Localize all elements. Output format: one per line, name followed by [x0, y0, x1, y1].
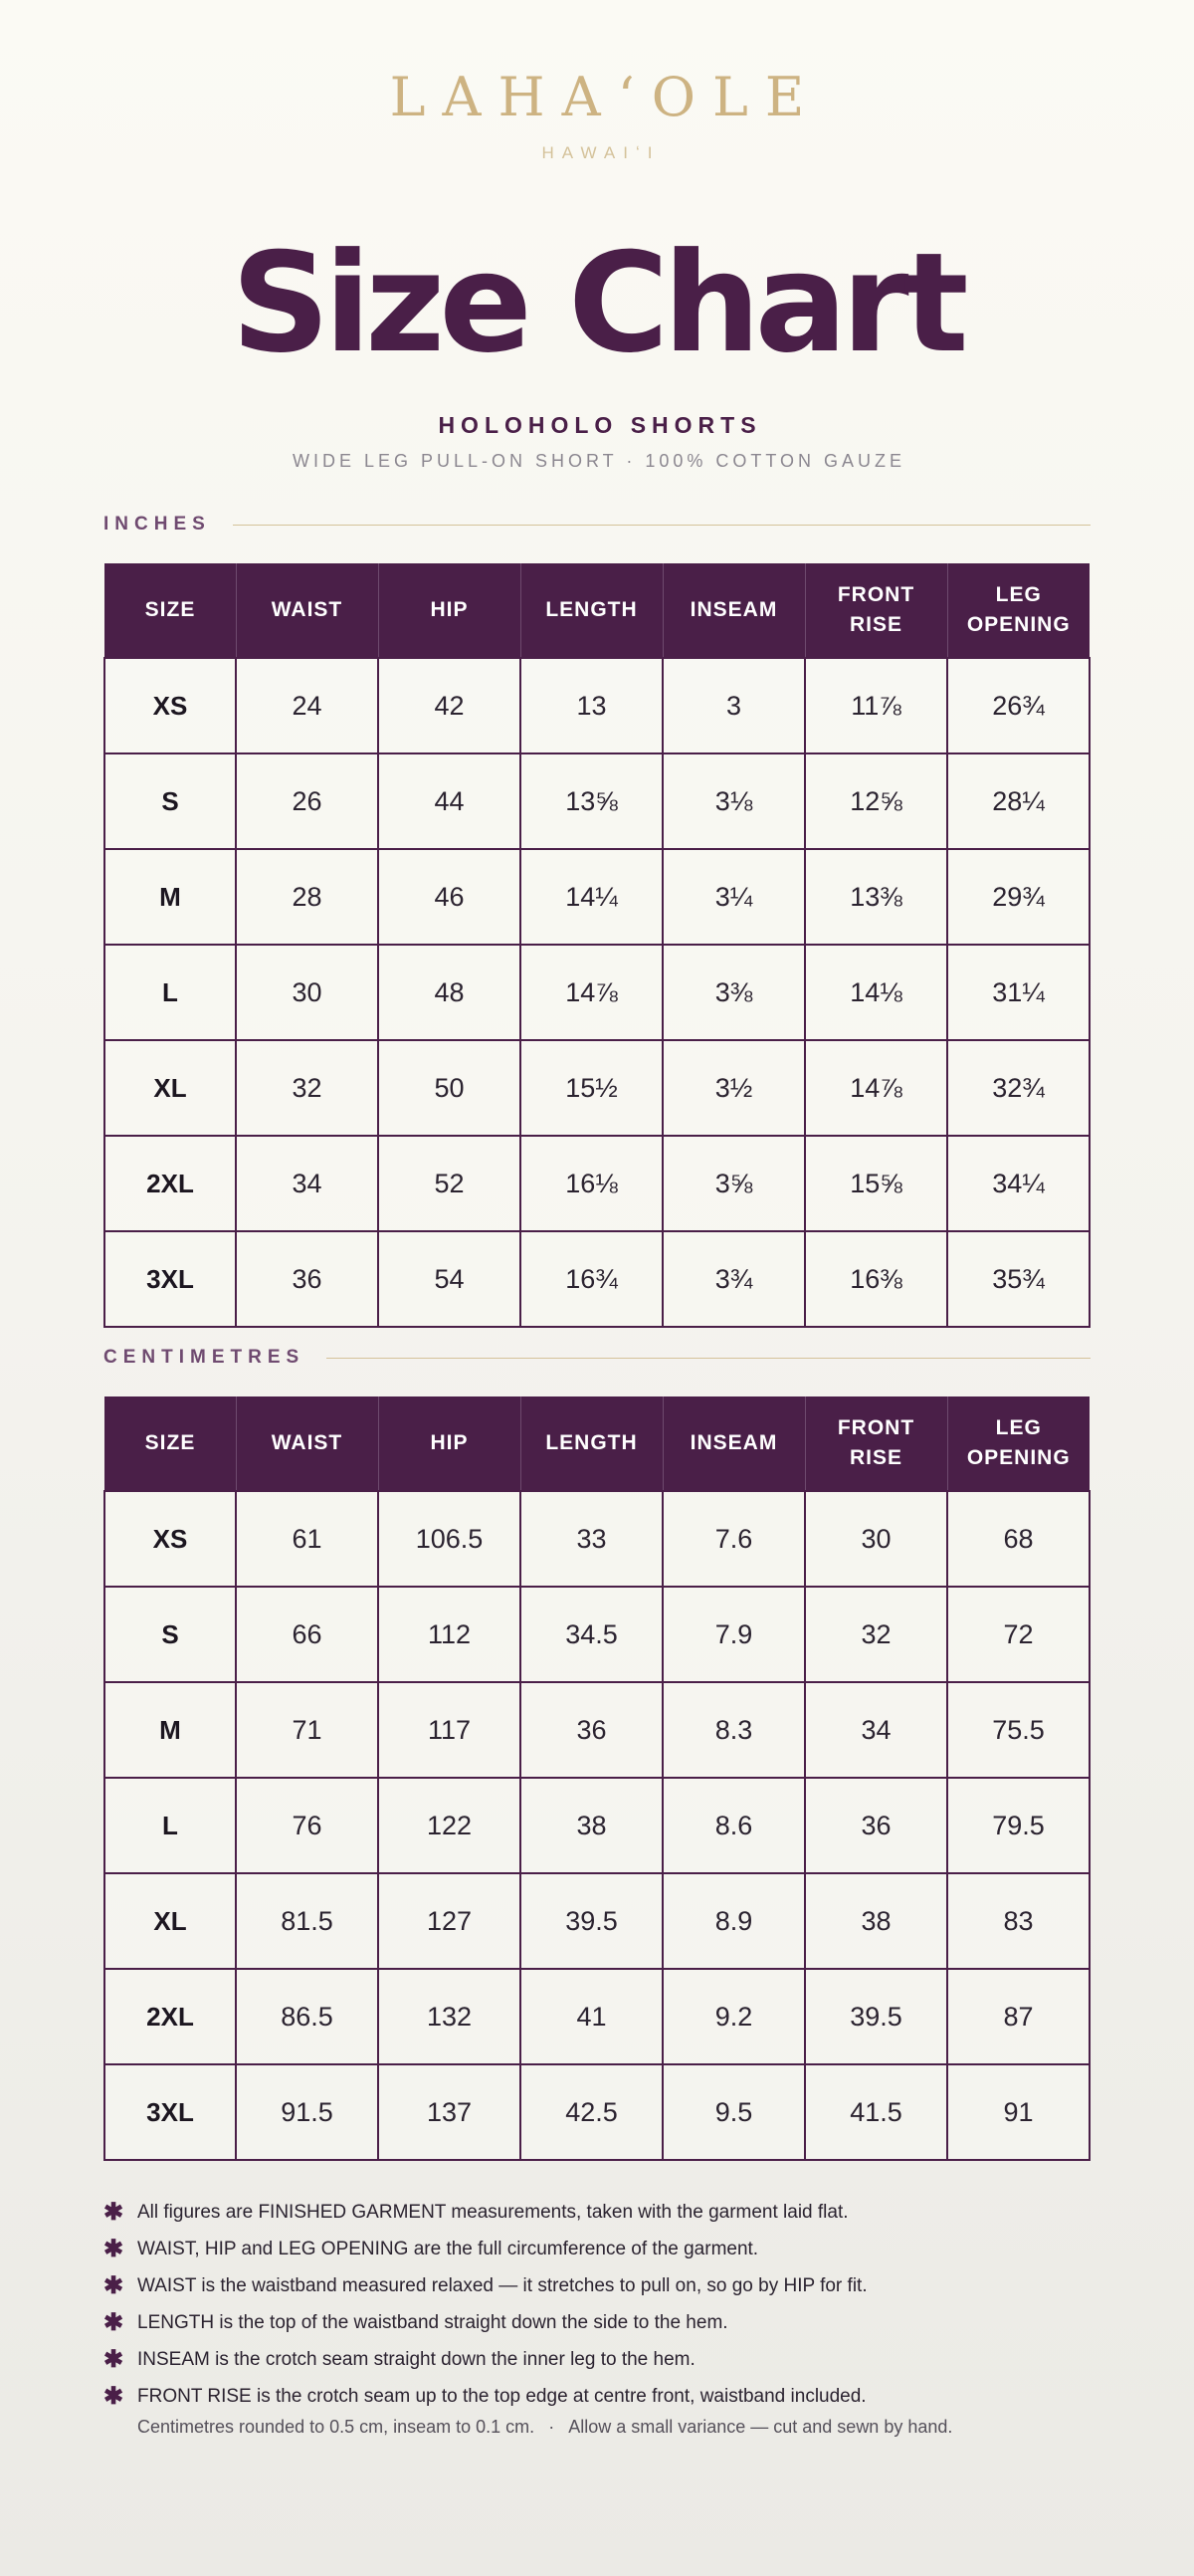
section-divider [326, 1358, 1091, 1359]
header-size: SIZE [104, 1396, 236, 1491]
cell-leg-opening: 29¾ [947, 849, 1090, 945]
cell-hip: 117 [378, 1682, 520, 1778]
table-header-row [104, 563, 1090, 658]
cell-hip: 50 [378, 1040, 520, 1136]
cell-front-rise: 13⅜ [805, 849, 947, 945]
cell-front-rise: 34 [805, 1682, 947, 1778]
centimetres-table [103, 1396, 1091, 2161]
cell-length: 34.5 [520, 1587, 663, 1682]
note-item [103, 2378, 1098, 2415]
page-title: Size Chart [231, 223, 963, 383]
cell-size: S [104, 1587, 236, 1682]
cell-leg-opening: 68 [947, 1491, 1090, 1587]
cell-front-rise: 12⅝ [805, 753, 947, 849]
table-header-row [104, 1396, 1090, 1491]
header-front-rise: FRONT RISE [805, 1396, 947, 1491]
cell-hip: 112 [378, 1587, 520, 1682]
cell-waist: 28 [236, 849, 378, 945]
header-inseam: INSEAM [663, 1396, 805, 1491]
cell-leg-opening: 75.5 [947, 1682, 1090, 1778]
note-item [103, 2267, 1098, 2304]
cell-front-rise: 41.5 [805, 2064, 947, 2160]
cell-waist: 24 [236, 658, 378, 753]
cell-hip: 42 [378, 658, 520, 753]
header-inseam: INSEAM [663, 563, 805, 658]
cell-hip: 44 [378, 753, 520, 849]
header-waist: WAIST [236, 563, 378, 658]
footnote-separator: · [548, 2417, 555, 2437]
cell-length: 33 [520, 1491, 663, 1587]
cell-size: 3XL [104, 2064, 236, 2160]
cell-length: 36 [520, 1682, 663, 1778]
cell-hip: 106.5 [378, 1491, 520, 1587]
table-row [104, 945, 1090, 1040]
cell-hip: 137 [378, 2064, 520, 2160]
cell-hip: 48 [378, 945, 520, 1040]
cell-size: L [104, 1778, 236, 1873]
product-subtitle: WIDE LEG PULL-ON SHORT · 100% COTTON GAUZE [292, 451, 906, 471]
section-label-centimetres [103, 1347, 1091, 1369]
table-row [104, 658, 1090, 753]
cell-leg-opening: 72 [947, 1587, 1090, 1682]
cell-leg-opening: 34¼ [947, 1136, 1090, 1231]
table-row [104, 1778, 1090, 1873]
section-label-text: CENTIMETRES [103, 1347, 305, 1368]
cell-inseam: 7.6 [663, 1491, 805, 1587]
note-item [103, 2194, 1098, 2231]
cell-leg-opening: 26¾ [947, 658, 1090, 753]
cell-waist: 76 [236, 1778, 378, 1873]
brand-logo: LAHAʻOLE [389, 66, 822, 128]
cell-hip: 127 [378, 1873, 520, 1969]
note-item [103, 2304, 1098, 2341]
cell-leg-opening: 83 [947, 1873, 1090, 1969]
cell-size: M [104, 1682, 236, 1778]
cell-front-rise: 39.5 [805, 1969, 947, 2064]
header-size: SIZE [104, 563, 236, 658]
cell-front-rise: 38 [805, 1873, 947, 1969]
cell-length: 16¾ [520, 1231, 663, 1327]
cell-hip: 52 [378, 1136, 520, 1231]
cell-length: 42.5 [520, 2064, 663, 2160]
cell-length: 41 [520, 1969, 663, 2064]
header-length: LENGTH [520, 1396, 663, 1491]
cell-waist: 71 [236, 1682, 378, 1778]
table-row [104, 1682, 1090, 1778]
note-text: WAIST, HIP and LEG OPENING are the full circumference of the garment. [137, 2238, 759, 2259]
cell-front-rise: 11⅞ [805, 658, 947, 753]
cell-inseam: 3⅛ [663, 753, 805, 849]
cell-length: 15½ [520, 1040, 663, 1136]
cell-length: 13 [520, 658, 663, 753]
table-row [104, 1587, 1090, 1682]
cell-inseam: 7.9 [663, 1587, 805, 1682]
table-row [104, 1873, 1090, 1969]
cell-leg-opening: 91 [947, 2064, 1090, 2160]
header-hip: HIP [378, 563, 520, 658]
cell-inseam: 8.6 [663, 1778, 805, 1873]
table-row [104, 1969, 1090, 2064]
cell-size: XL [104, 1040, 236, 1136]
asterisk-icon: ✱ [103, 2272, 124, 2299]
cell-front-rise: 15⅝ [805, 1136, 947, 1231]
cell-length: 16⅛ [520, 1136, 663, 1231]
cell-waist: 36 [236, 1231, 378, 1327]
note-text: WAIST is the waistband measured relaxed — it stretches to pull on, so go by HIP for fit. [137, 2274, 868, 2296]
cell-front-rise: 14⅛ [805, 945, 947, 1040]
footnote-variance: Allow a small variance — cut and sewn by hand. [568, 2417, 953, 2437]
cell-waist: 30 [236, 945, 378, 1040]
cell-size: M [104, 849, 236, 945]
table-row [104, 1231, 1090, 1327]
footnote [103, 2417, 1098, 2438]
product-name: HOLOHOLO SHORTS [438, 412, 762, 438]
header-leg-opening: LEG OPENING [947, 1396, 1090, 1491]
cell-front-rise: 30 [805, 1491, 947, 1587]
asterisk-icon: ✱ [103, 2346, 124, 2373]
cell-size: 3XL [104, 1231, 236, 1327]
cell-size: 2XL [104, 1969, 236, 2064]
cell-hip: 132 [378, 1969, 520, 2064]
cell-inseam: 9.2 [663, 1969, 805, 2064]
cell-inseam: 8.9 [663, 1873, 805, 1969]
cell-inseam: 3¼ [663, 849, 805, 945]
note-text: LENGTH is the top of the waistband straight down the side to the hem. [137, 2311, 728, 2333]
note-text: FRONT RISE is the crotch seam up to the top edge at centre front, waistband included. [137, 2385, 867, 2407]
table-row [104, 1491, 1090, 1587]
cell-length: 38 [520, 1778, 663, 1873]
note-item [103, 2231, 1098, 2267]
notes-list [103, 2194, 1098, 2438]
asterisk-icon: ✱ [103, 2383, 124, 2410]
section-label-text: INCHES [103, 514, 211, 535]
cell-waist: 26 [236, 753, 378, 849]
cell-size: XL [104, 1873, 236, 1969]
cell-inseam: 9.5 [663, 2064, 805, 2160]
cell-inseam: 3¾ [663, 1231, 805, 1327]
brand-location: HAWAIʻI [541, 143, 661, 162]
note-item [103, 2341, 1098, 2378]
cell-hip: 46 [378, 849, 520, 945]
cell-waist: 81.5 [236, 1873, 378, 1969]
cell-waist: 86.5 [236, 1969, 378, 2064]
header-front-rise: FRONT RISE [805, 563, 947, 658]
cell-front-rise: 14⅞ [805, 1040, 947, 1136]
cell-inseam: 3½ [663, 1040, 805, 1136]
cell-waist: 66 [236, 1587, 378, 1682]
cell-length: 13⅝ [520, 753, 663, 849]
cell-leg-opening: 79.5 [947, 1778, 1090, 1873]
cell-leg-opening: 87 [947, 1969, 1090, 2064]
cell-waist: 91.5 [236, 2064, 378, 2160]
header-hip: HIP [378, 1396, 520, 1491]
header-leg-opening: LEG OPENING [947, 563, 1090, 658]
cell-waist: 32 [236, 1040, 378, 1136]
cell-front-rise: 32 [805, 1587, 947, 1682]
table-row [104, 1136, 1090, 1231]
note-text: INSEAM is the crotch seam straight down the inner leg to the hem. [137, 2348, 696, 2370]
asterisk-icon: ✱ [103, 2236, 124, 2262]
cell-length: 39.5 [520, 1873, 663, 1969]
cell-leg-opening: 28¼ [947, 753, 1090, 849]
cell-inseam: 8.3 [663, 1682, 805, 1778]
asterisk-icon: ✱ [103, 2199, 124, 2226]
cell-size: S [104, 753, 236, 849]
header-length: LENGTH [520, 563, 663, 658]
footnote-rounding: Centimetres rounded to 0.5 cm, inseam to 0.1 cm. [137, 2417, 535, 2437]
cell-size: 2XL [104, 1136, 236, 1231]
cell-hip: 54 [378, 1231, 520, 1327]
cell-inseam: 3 [663, 658, 805, 753]
cell-front-rise: 36 [805, 1778, 947, 1873]
cell-length: 14⅞ [520, 945, 663, 1040]
cell-length: 14¼ [520, 849, 663, 945]
cell-inseam: 3⅝ [663, 1136, 805, 1231]
section-label-inches [103, 514, 1091, 536]
asterisk-icon: ✱ [103, 2309, 124, 2336]
cell-hip: 122 [378, 1778, 520, 1873]
cell-front-rise: 16⅜ [805, 1231, 947, 1327]
note-text: All figures are FINISHED GARMENT measurements, taken with the garment laid flat. [137, 2201, 849, 2223]
cell-leg-opening: 32¾ [947, 1040, 1090, 1136]
cell-leg-opening: 31¼ [947, 945, 1090, 1040]
table-row [104, 753, 1090, 849]
cell-waist: 34 [236, 1136, 378, 1231]
table-row [104, 1040, 1090, 1136]
cell-waist: 61 [236, 1491, 378, 1587]
cell-size: XS [104, 1491, 236, 1587]
table-row [104, 849, 1090, 945]
section-divider [233, 525, 1091, 526]
cell-leg-opening: 35¾ [947, 1231, 1090, 1327]
header-waist: WAIST [236, 1396, 378, 1491]
table-row [104, 2064, 1090, 2160]
inches-table [103, 563, 1091, 1328]
cell-size: XS [104, 658, 236, 753]
cell-size: L [104, 945, 236, 1040]
cell-inseam: 3⅜ [663, 945, 805, 1040]
